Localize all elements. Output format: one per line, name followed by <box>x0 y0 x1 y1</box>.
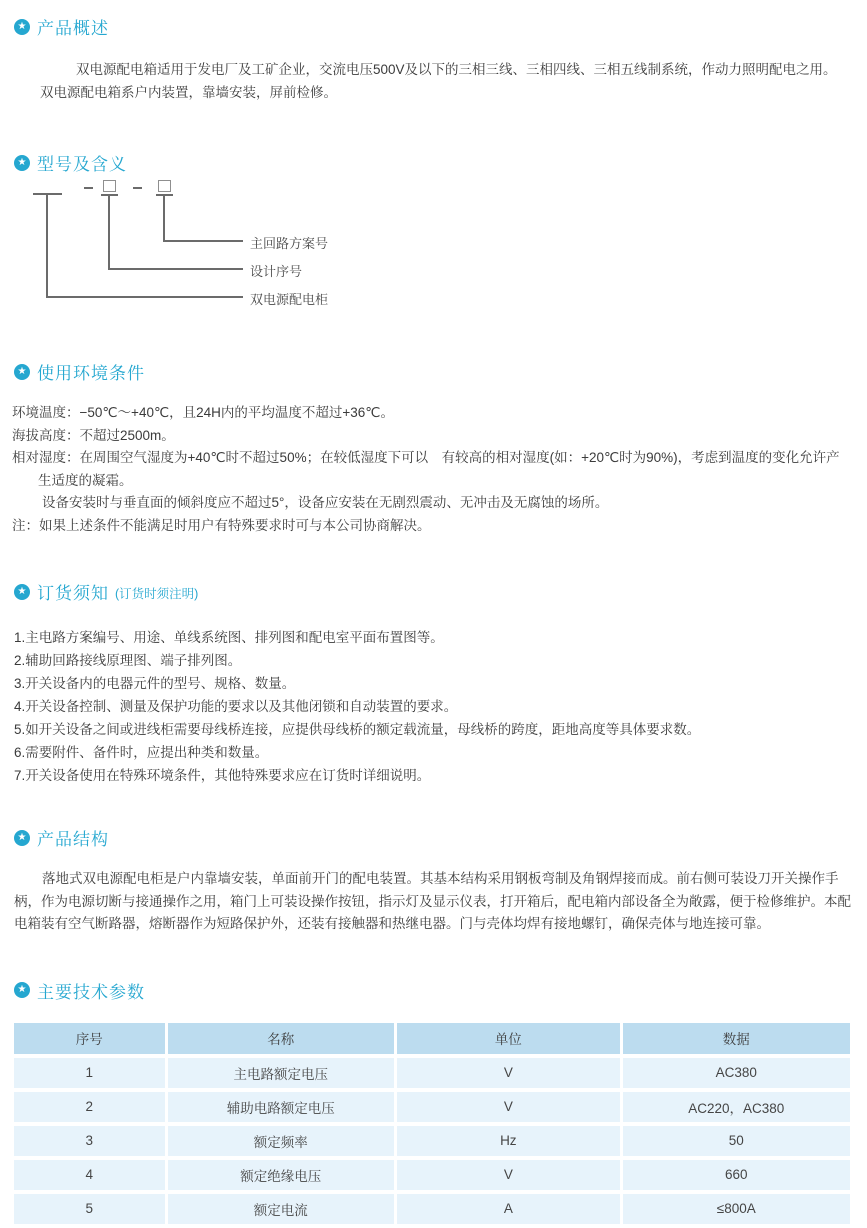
ordering-item: 4.开关设备控制、测量及保护功能的要求以及其他闭锁和自动装置的要求。 <box>14 699 458 714</box>
section-ordering-header <box>14 579 867 604</box>
col-header-name: 名称 <box>168 1023 395 1054</box>
env-line-temperature: 环境温度：−50℃～+40℃，且24H内的平均温度不超过+36℃。 <box>12 405 394 420</box>
section-environment-header <box>14 359 867 384</box>
cell-name: 辅助电路额定电压 <box>168 1092 395 1122</box>
cell-no: 2 <box>14 1092 165 1122</box>
table-header-row <box>14 1023 850 1054</box>
cell-data: AC380 <box>623 1058 850 1088</box>
col-header-no: 序号 <box>14 1023 165 1054</box>
table-row <box>14 1160 850 1190</box>
section-parameters-header <box>14 978 867 1003</box>
section-model-header <box>14 150 867 175</box>
label-design-serial: 设计序号 <box>250 264 303 279</box>
structure-line-2: 柄，作为电源切断与接通操作之用，箱门上可装设操作按钮，指示灯及显示仪表，打开箱后，配电箱内部设备全为敞露，便于检修维护。本配 <box>14 893 851 909</box>
section-structure <box>0 825 867 936</box>
section-parameters <box>0 978 867 1228</box>
technical-parameters-table <box>11 1019 853 1228</box>
label-main-circuit-scheme: 主回路方案号 <box>250 236 329 251</box>
cell-name: 主电路额定电压 <box>168 1058 395 1088</box>
cell-unit: Hz <box>397 1126 619 1156</box>
structure-line-3: 电箱装有空气断路器，熔断器作为短路保护外，还装有接触器和热继电器。门与壳体均焊有接地螺钉，确保壳体与地连接可靠。 <box>14 916 770 931</box>
section-model-title: 型号及含义 <box>37 155 127 174</box>
label-dual-power-cabinet: 双电源配电柜 <box>250 292 329 307</box>
cell-unit: V <box>397 1160 619 1190</box>
section-ordering-title: 订货须知 <box>37 584 109 603</box>
design-serial-leader-vertical <box>108 194 110 270</box>
structure-line-1: 落地式双电源配电柜是户内靠墙安装，单面前开门的配电装置。其基本结构采用钢板弯制及角钢焊接而成。前右侧可装设刀开关操作手 <box>42 871 839 886</box>
star-badge-icon: ★ <box>14 364 30 380</box>
overview-line-1: 双电源配电箱适用于发电厂及工矿企业，交流电压500V及以下的三相三线、三相四线、三相五线制系统，作动力照明配电之用。 <box>76 62 837 77</box>
col-header-data: 数据 <box>623 1023 850 1054</box>
env-line-humidity: 相对湿度：在周围空气湿度为+40℃时不超过50%；在较低湿度下可以 有较高的相对湿度(如：+20℃时为90%)，考虑到温度的变化允许产 <box>12 450 840 465</box>
cell-data: 50 <box>623 1126 850 1156</box>
star-badge-icon: ★ <box>14 982 30 998</box>
design-serial-leader-horizontal <box>108 268 243 270</box>
col-header-unit: 单位 <box>397 1023 619 1054</box>
cell-unit: V <box>397 1058 619 1088</box>
table-row <box>14 1092 850 1122</box>
section-ordering-subtitle: (订货时须注明) <box>115 586 199 601</box>
env-line-humidity-wrap: 生适度的凝霜。 <box>38 472 133 488</box>
cell-name: 额定绝缘电压 <box>168 1160 395 1190</box>
cell-name: 额定电流 <box>168 1194 395 1224</box>
section-environment-title: 使用环境条件 <box>37 364 145 383</box>
cell-no: 3 <box>14 1126 165 1156</box>
table-row <box>14 1194 850 1224</box>
cell-unit: A <box>397 1194 619 1224</box>
model-designation-diagram <box>0 177 867 319</box>
cell-no: 1 <box>14 1058 165 1088</box>
overview-line-2: 双电源配电箱系户内装置，靠墙安装，屏前检修。 <box>40 84 337 100</box>
ordering-item: 3.开关设备内的电器元件的型号、规格、数量。 <box>14 676 296 691</box>
section-overview-header <box>14 14 867 39</box>
cell-no: 4 <box>14 1160 165 1190</box>
structure-paragraph <box>14 868 867 936</box>
model-name-leader-horizontal <box>46 296 243 298</box>
model-name-leader-vertical <box>46 193 48 298</box>
env-line-installation: 设备安装时与垂直面的倾斜度应不超过5°，设备应安装在无剧烈震动、无冲击及无腐蚀的场所。 <box>42 495 609 510</box>
cell-data: AC220，AC380 <box>623 1092 850 1122</box>
dash-separator-2 <box>133 187 142 189</box>
section-model <box>0 150 867 319</box>
star-badge-icon: ★ <box>14 584 30 600</box>
environment-text <box>12 402 867 537</box>
table-row <box>14 1058 850 1088</box>
main-scheme-box <box>158 180 171 192</box>
cell-unit: V <box>397 1092 619 1122</box>
cell-no: 5 <box>14 1194 165 1224</box>
ordering-item: 1.主电路方案编号、用途、单线系统图、排列图和配电室平面布置图等。 <box>14 630 444 645</box>
section-environment <box>0 359 867 537</box>
section-structure-header <box>14 825 867 850</box>
section-overview <box>0 0 867 104</box>
ordering-item: 2.辅助回路接线原理图、端子排列图。 <box>14 653 242 668</box>
dash-separator-1 <box>84 187 93 189</box>
table-row <box>14 1126 850 1156</box>
ordering-item: 7.开关设备使用在特殊环境条件，其他特殊要求应在订货时详细说明。 <box>14 768 431 783</box>
ordering-item: 5.如开关设备之间或进线柜需要母线桥连接，应提供母线桥的额定载流量，母线桥的跨度，距地高度等具体要求数。 <box>14 722 701 737</box>
cell-data: ≤800A <box>623 1194 850 1224</box>
star-badge-icon: ★ <box>14 830 30 846</box>
section-structure-title: 产品结构 <box>37 830 109 849</box>
env-line-altitude: 海拔高度：不超过2500m。 <box>12 427 175 443</box>
section-parameters-title: 主要技术参数 <box>37 982 145 1002</box>
ordering-item: 6.需要附件、备件时，应提出种类和数量。 <box>14 745 269 760</box>
overview-paragraph <box>40 59 867 104</box>
section-ordering <box>0 579 867 787</box>
section-overview-title: 产品概述 <box>37 19 109 38</box>
env-line-note: 注：如果上述条件不能满足时用户有特殊要求时可与本公司协商解决。 <box>12 517 431 533</box>
cell-name: 额定频率 <box>168 1126 395 1156</box>
design-serial-box <box>103 180 116 192</box>
main-scheme-leader-vertical <box>163 194 165 242</box>
ordering-item-list <box>14 626 867 787</box>
star-badge-icon: ★ <box>14 19 30 35</box>
main-scheme-leader-horizontal <box>163 240 243 242</box>
star-badge-icon: ★ <box>14 155 30 171</box>
cell-data: 660 <box>623 1160 850 1190</box>
